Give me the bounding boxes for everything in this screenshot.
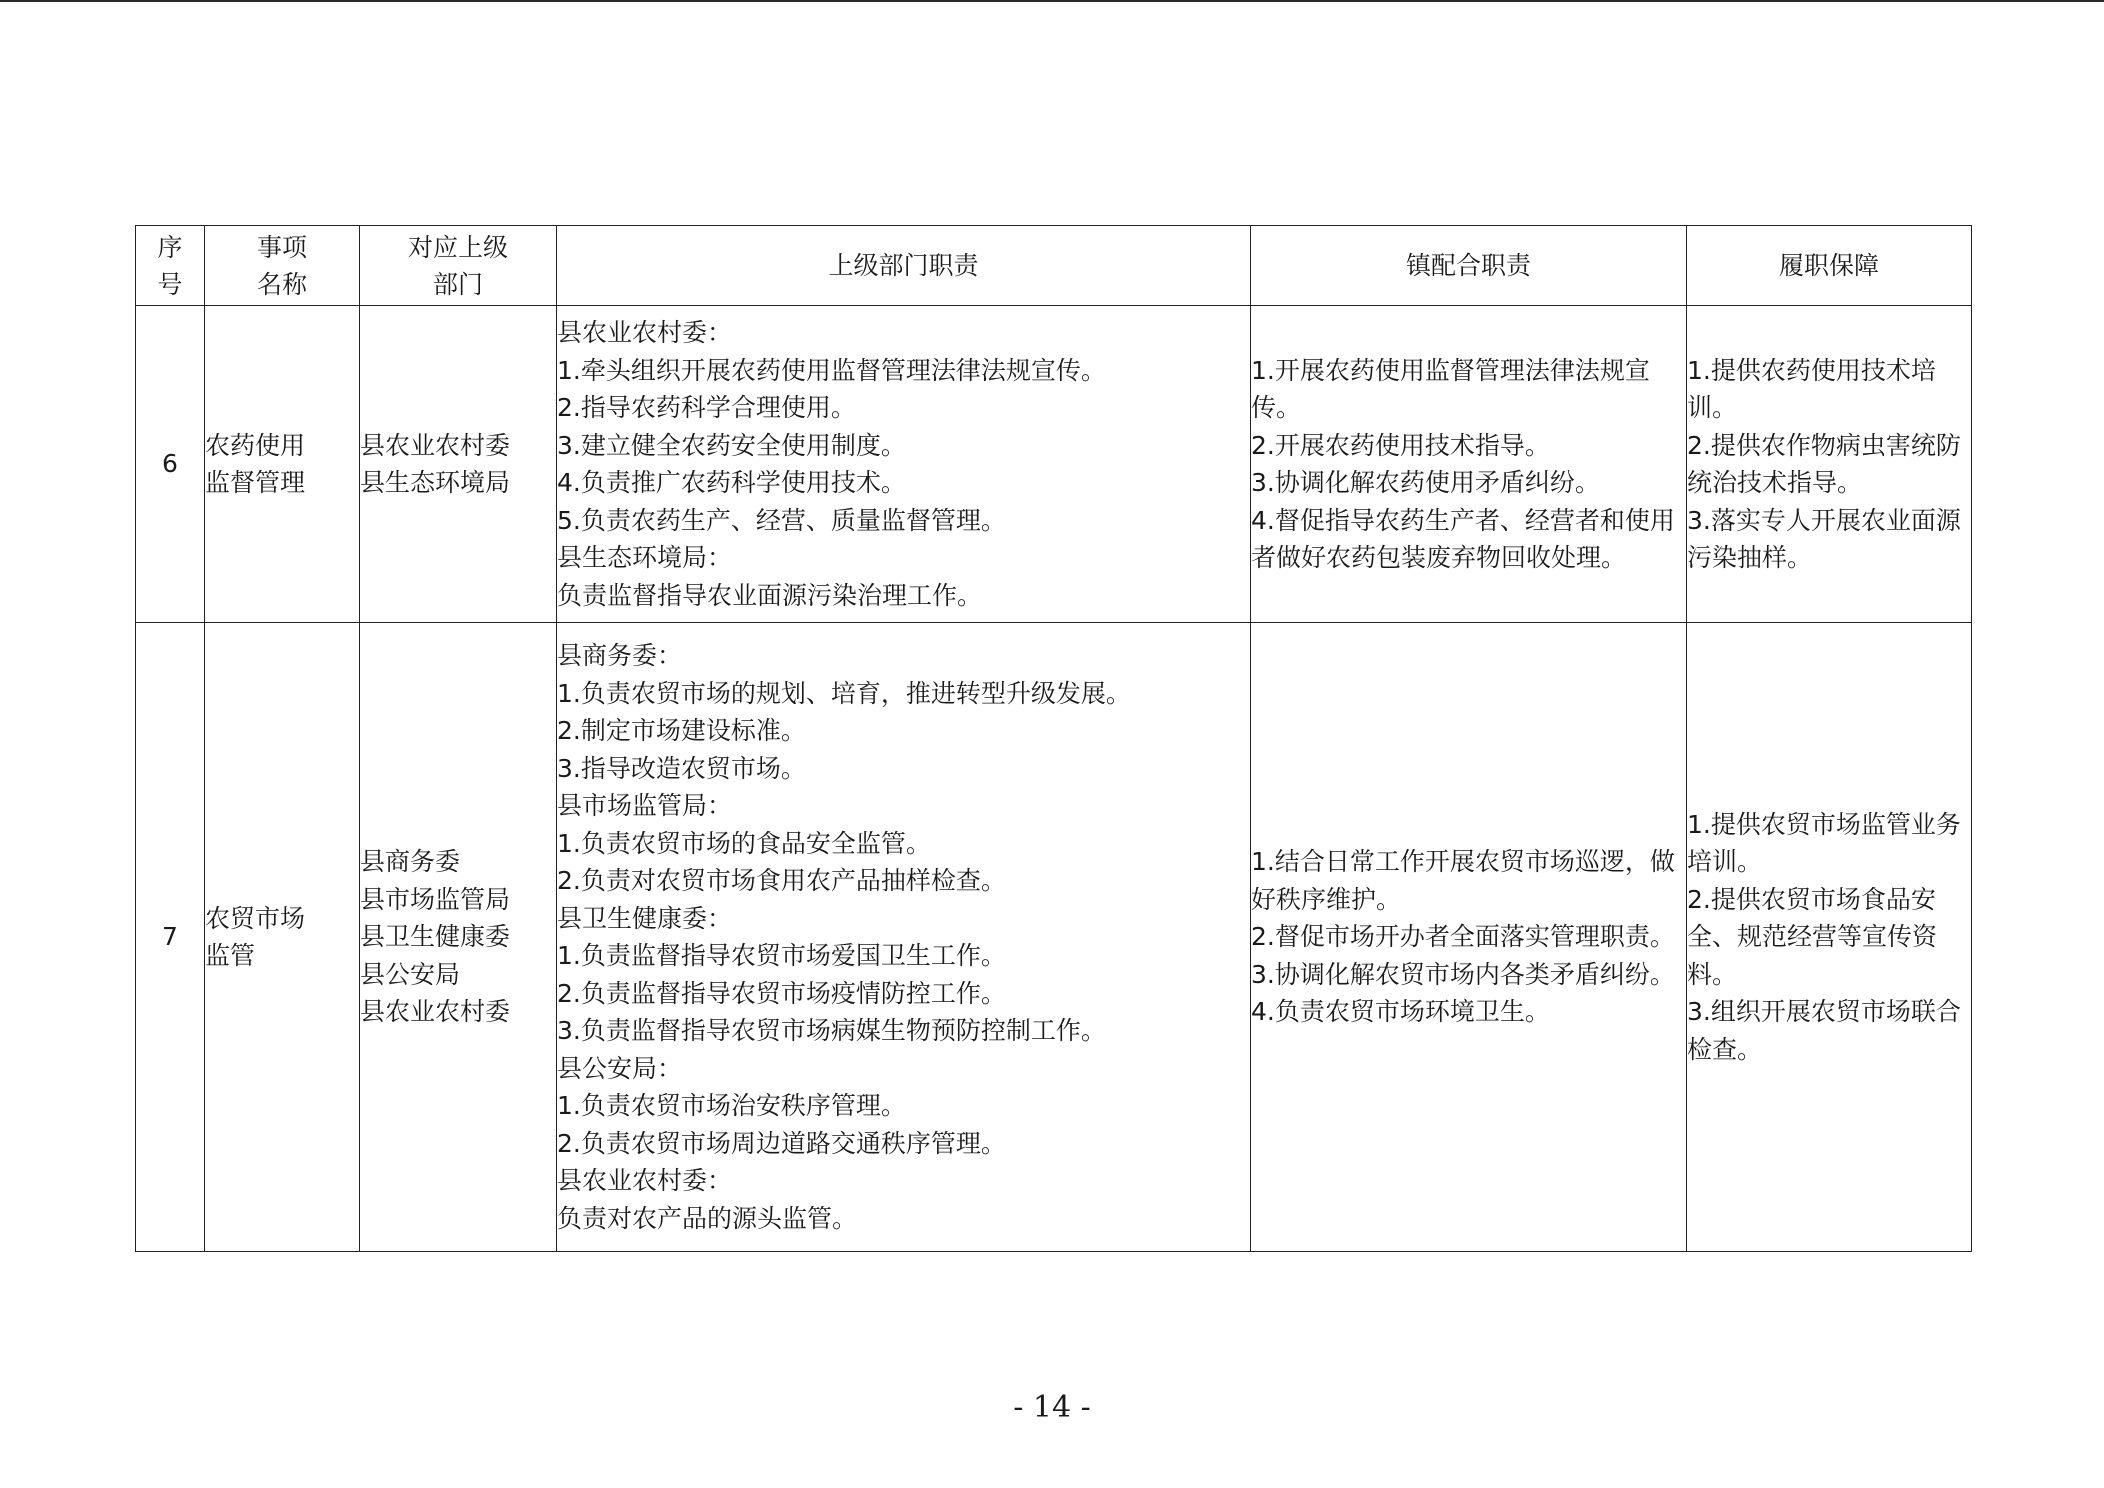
row-upper-duties: 县商务委： 1.负责农贸市场的规划、培育，推进转型升级发展。 2.制定市场建设标准。 3.指导改造农贸市场。 县市场监管局： 1.负责农贸市场的食品安全监管。 2.负责对农贸市场食用农产品抽样检查。 县卫生健康委： 1.负责监督指导农贸市场爱国卫生工作。 2.负责监督指导农贸市场疫情防控工作。 3.负责监督指导农贸市场病媒生物预防控制工作。 县公安局： 1.负责农贸市场治安秩序管理。 2.负责农贸市场周边道路交通秩序管理。 县农业农村委： 负责对农产品的源头监管。 bbox=[557, 623, 1251, 1252]
row-item-name: 农贸市场 监管 bbox=[205, 623, 360, 1252]
row-guarantee: 1.提供农药使用技术培训。 2.提供农作物病虫害统防统治技术指导。 3.落实专人开展农业面源污染抽样。 bbox=[1687, 306, 1972, 623]
row-upper-dept: 县农业农村委 县生态环境局 bbox=[360, 306, 557, 623]
responsibility-table bbox=[135, 225, 1972, 1252]
row-upper-duties: 县农业农村委： 1.牵头组织开展农药使用监督管理法律法规宣传。 2.指导农药科学合理使用。 3.建立健全农药安全使用制度。 4.负责推广农药科学使用技术。 5.负责农药生产、经营、质量监督管理。 县生态环境局： 负责监督指导农业面源污染治理工作。 bbox=[557, 306, 1251, 623]
top-border-line bbox=[0, 0, 2104, 2]
header-upper-duties: 上级部门职责 bbox=[557, 226, 1251, 306]
table-row bbox=[136, 623, 1972, 1252]
table-row bbox=[136, 306, 1972, 623]
page-number: - 14 - bbox=[1013, 1390, 1091, 1425]
header-upper-dept: 对应上级 部门 bbox=[360, 226, 557, 306]
row-seq: 7 bbox=[136, 623, 205, 1252]
header-guarantee: 履职保障 bbox=[1687, 226, 1972, 306]
row-guarantee: 1.提供农贸市场监管业务培训。 2.提供农贸市场食品安全、规范经营等宣传资料。 3.组织开展农贸市场联合检查。 bbox=[1687, 623, 1972, 1252]
row-town-duties: 1.结合日常工作开展农贸市场巡逻，做好秩序维护。 2.督促市场开办者全面落实管理职责。 3.协调化解农贸市场内各类矛盾纠纷。 4.负责农贸市场环境卫生。 bbox=[1251, 623, 1687, 1252]
row-upper-dept: 县商务委 县市场监管局 县卫生健康委 县公安局 县农业农村委 bbox=[360, 623, 557, 1252]
header-town-duties: 镇配合职责 bbox=[1251, 226, 1687, 306]
header-seq: 序 号 bbox=[136, 226, 205, 306]
row-town-duties: 1.开展农药使用监督管理法律法规宣传。 2.开展农药使用技术指导。 3.协调化解农药使用矛盾纠纷。 4.督促指导农药生产者、经营者和使用者做好农药包装废弃物回收处理。 bbox=[1251, 306, 1687, 623]
header-item-name: 事项 名称 bbox=[205, 226, 360, 306]
row-item-name: 农药使用 监督管理 bbox=[205, 306, 360, 623]
row-seq: 6 bbox=[136, 306, 205, 623]
table-header-row bbox=[136, 226, 1972, 306]
